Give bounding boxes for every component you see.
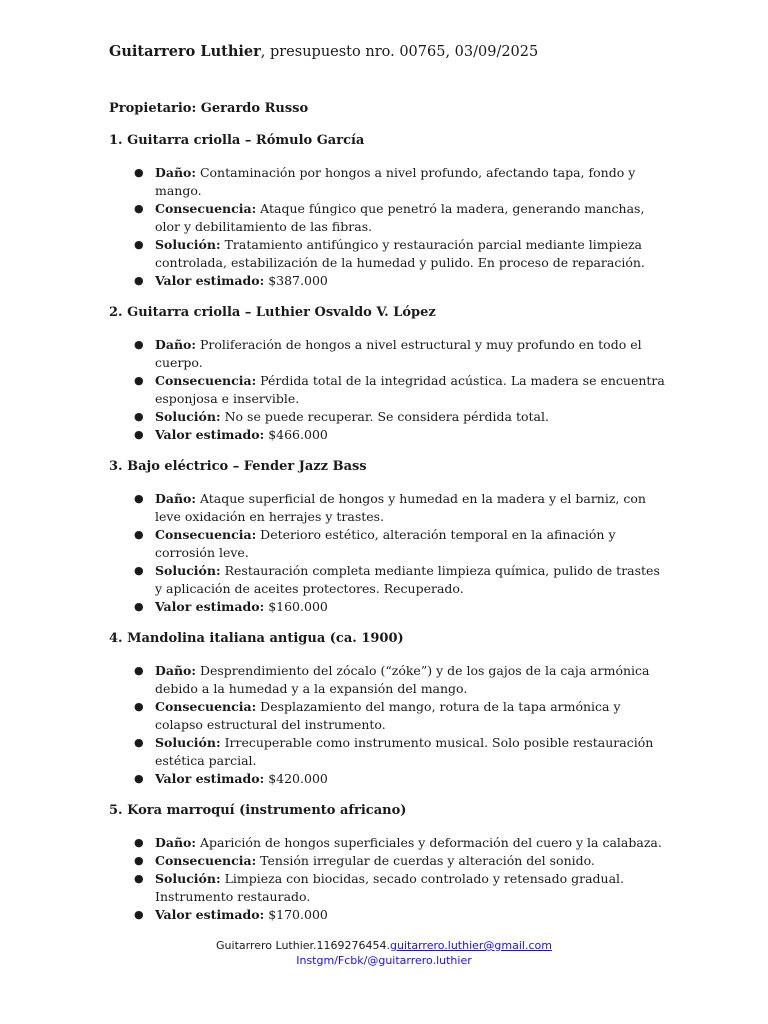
footer-email-link[interactable]: guitarrero.luthier@gmail.com xyxy=(390,939,552,952)
item-section xyxy=(109,458,669,616)
bullet-icon: ● xyxy=(134,338,144,351)
detail-value: $420.000 xyxy=(268,771,328,786)
bullet-icon: ● xyxy=(134,564,144,577)
item-details xyxy=(109,662,669,788)
bullet-icon: ● xyxy=(134,872,144,885)
bullet-icon: ● xyxy=(134,600,144,613)
detail-label: Daño: xyxy=(155,337,196,352)
detail-value: Desprendimiento del zócalo (“zóke”) y de los gajos de la caja armónica debido a la humedad y a la expansión del mango. xyxy=(155,663,650,696)
bullet-icon: ● xyxy=(134,736,144,749)
detail-label: Daño: xyxy=(155,663,196,678)
bullet-icon: ● xyxy=(134,274,144,287)
footer-contact: Guitarrero Luthier.1169276454. xyxy=(216,939,391,952)
detail-value: Irrecuperable como instrumento musical. Solo posible restauración estética parcial. xyxy=(155,735,654,768)
bullet-icon: ● xyxy=(134,854,144,867)
detail-value: Aparición de hongos superficiales y deformación del cuero y la calabaza. xyxy=(199,835,662,850)
item-heading: 2. Guitarra criolla – Luthier Osvaldo V. López xyxy=(109,305,436,320)
item-section xyxy=(109,304,669,444)
detail-label: Daño: xyxy=(155,835,196,850)
detail-value: $160.000 xyxy=(268,599,328,614)
detail-value: $466.000 xyxy=(268,427,328,442)
item-details xyxy=(109,490,669,616)
detail-label: Daño: xyxy=(155,165,196,180)
detail-valor xyxy=(134,906,669,924)
detail-solucion xyxy=(134,236,669,272)
detail-value: Deterioro estético, alteración temporal en la afinación y corrosión leve. xyxy=(155,527,616,560)
detail-value: Limpieza con biocidas, secado controlado y retensado gradual. Instrumento restaurado. xyxy=(155,871,625,904)
detail-dano xyxy=(134,490,669,526)
detail-label: Valor estimado: xyxy=(155,907,265,922)
detail-consecuencia xyxy=(134,526,669,562)
footer-contact-line xyxy=(0,938,768,953)
bullet-icon: ● xyxy=(134,908,144,921)
detail-label: Consecuencia: xyxy=(155,853,257,868)
detail-consecuencia xyxy=(134,200,669,236)
bullet-icon: ● xyxy=(134,428,144,441)
detail-value: Desplazamiento del mango, rotura de la tapa armónica y colapso estructural del instrumento. xyxy=(155,699,621,732)
bullet-icon: ● xyxy=(134,772,144,785)
item-heading: 4. Mandolina italiana antigua (ca. 1900) xyxy=(109,631,404,646)
business-name: Guitarrero Luthier xyxy=(109,43,261,60)
detail-solucion xyxy=(134,562,669,598)
detail-valor xyxy=(134,770,669,788)
item-section xyxy=(109,630,669,788)
bullet-icon: ● xyxy=(134,664,144,677)
detail-value: Proliferación de hongos a nivel estructural y muy profundo en todo el cuerpo. xyxy=(155,337,642,370)
item-heading: 5. Kora marroquí (instrumento africano) xyxy=(109,803,407,818)
owner-line: Propietario: Gerardo Russo xyxy=(109,101,309,116)
bullet-icon: ● xyxy=(134,374,144,387)
detail-label: Consecuencia: xyxy=(155,373,257,388)
detail-value: No se puede recuperar. Se considera pérdida total. xyxy=(224,409,549,424)
detail-label: Consecuencia: xyxy=(155,201,257,216)
bullet-icon: ● xyxy=(134,202,144,215)
detail-consecuencia xyxy=(134,372,669,408)
bullet-icon: ● xyxy=(134,410,144,423)
detail-dano xyxy=(134,164,669,200)
detail-consecuencia xyxy=(134,698,669,734)
footer xyxy=(0,938,768,968)
bullet-icon: ● xyxy=(134,166,144,179)
budget-info: , presupuesto nro. 00765, 03/09/2025 xyxy=(260,44,539,60)
detail-value: Pérdida total de la integridad acústica. La madera se encuentra esponjosa e inservible. xyxy=(155,373,665,406)
bullet-icon: ● xyxy=(134,492,144,505)
item-details xyxy=(109,834,669,924)
detail-dano xyxy=(134,662,669,698)
detail-valor xyxy=(134,598,669,616)
item-heading: 1. Guitarra criolla – Rómulo García xyxy=(109,133,365,148)
detail-value: Tratamiento antifúngico y restauración parcial mediante limpieza controlada, estabilización de la humedad y pulido. En proceso de reparación. xyxy=(155,237,645,270)
detail-label: Valor estimado: xyxy=(155,273,265,288)
detail-label: Valor estimado: xyxy=(155,771,265,786)
detail-value: $387.000 xyxy=(268,273,328,288)
detail-valor xyxy=(134,426,669,444)
detail-valor xyxy=(134,272,669,290)
detail-label: Valor estimado: xyxy=(155,427,265,442)
detail-value: Restauración completa mediante limpieza química, pulido de trastes y aplicación de aceites protectores. Recuperado. xyxy=(155,563,660,596)
detail-label: Solución: xyxy=(155,735,221,750)
detail-label: Solución: xyxy=(155,563,221,578)
detail-value: Ataque superficial de hongos y humedad en la madera y el barniz, con leve oxidación en herrajes y trastes. xyxy=(155,491,646,524)
bullet-icon: ● xyxy=(134,528,144,541)
item-section xyxy=(109,802,669,924)
detail-value: $170.000 xyxy=(268,907,328,922)
detail-label: Valor estimado: xyxy=(155,599,265,614)
detail-dano xyxy=(134,834,669,852)
detail-value: Ataque fúngico que penetró la madera, generando manchas, olor y debilitamiento de las fibras. xyxy=(155,201,645,234)
detail-label: Consecuencia: xyxy=(155,699,257,714)
detail-label: Solución: xyxy=(155,871,221,886)
detail-label: Solución: xyxy=(155,237,221,252)
document-title xyxy=(109,42,669,62)
detail-label: Solución: xyxy=(155,409,221,424)
detail-solucion xyxy=(134,408,669,426)
detail-label: Daño: xyxy=(155,491,196,506)
bullet-icon: ● xyxy=(134,238,144,251)
item-section xyxy=(109,132,669,290)
detail-solucion xyxy=(134,734,669,770)
detail-value: Contaminación por hongos a nivel profundo, afectando tapa, fondo y mango. xyxy=(155,165,636,198)
bullet-icon: ● xyxy=(134,836,144,849)
detail-label: Consecuencia: xyxy=(155,527,257,542)
item-details xyxy=(109,336,669,444)
items-list xyxy=(109,132,669,924)
bullet-icon: ● xyxy=(134,700,144,713)
document-page xyxy=(109,42,669,924)
item-heading: 3. Bajo eléctrico – Fender Jazz Bass xyxy=(109,459,367,474)
footer-social: Instgm/Fcbk/@guitarrero.luthier xyxy=(296,954,472,967)
item-details xyxy=(109,164,669,290)
detail-solucion xyxy=(134,870,669,906)
detail-dano xyxy=(134,336,669,372)
detail-consecuencia xyxy=(134,852,669,870)
detail-value: Tensión irregular de cuerdas y alteración del sonido. xyxy=(260,853,595,868)
